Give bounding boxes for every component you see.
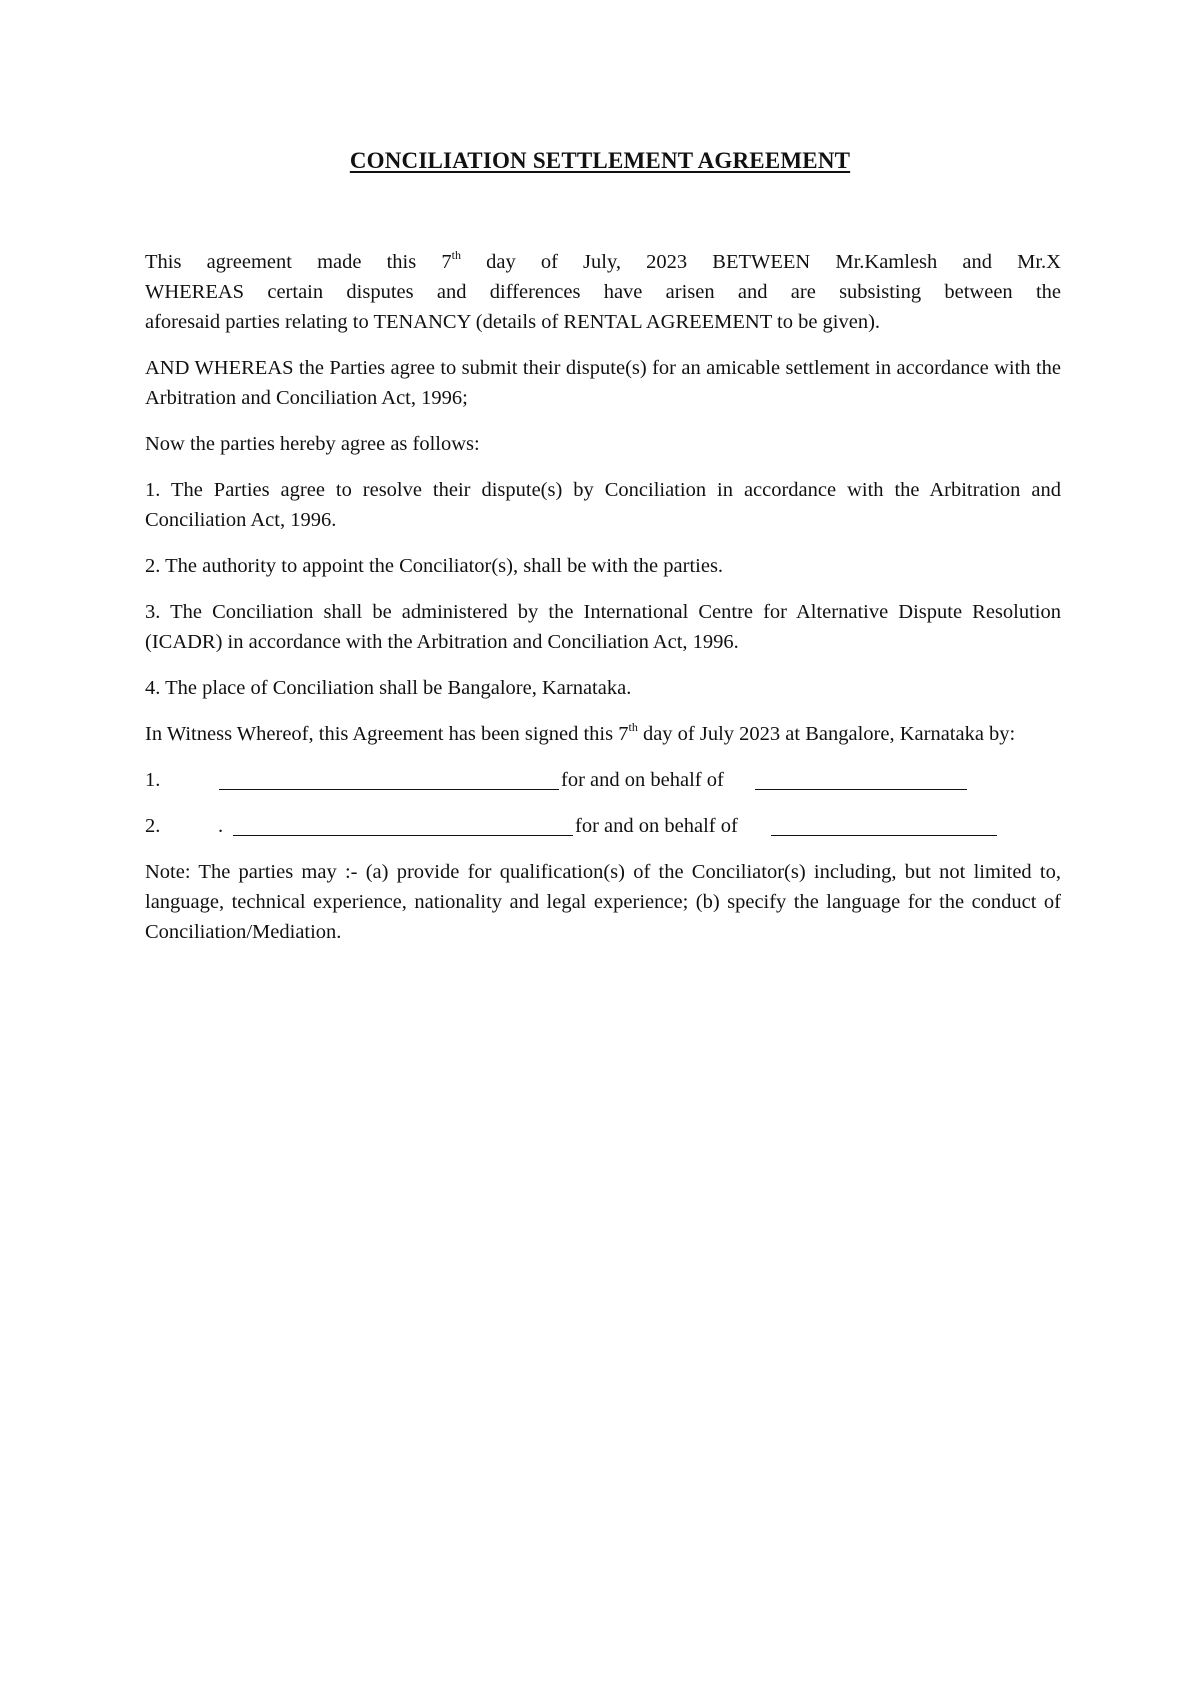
signature-line-1	[145, 765, 1061, 795]
intro-text-2: day of July, 2023 BETWEEN Mr.Kamlesh and Mr.X	[460, 251, 1061, 273]
behalf-label: for and on behalf of	[575, 815, 738, 837]
intro-line-1	[145, 247, 1061, 277]
witness-superscript: th	[628, 720, 638, 734]
now-agree-paragraph: Now the parties hereby agree as follows:	[145, 433, 480, 455]
signature-blank[interactable]	[219, 765, 559, 790]
witness-text-2: day of July 2023 at Bangalore, Karnataka by:	[637, 723, 1016, 745]
intro-line-3: aforesaid parties relating to TENANCY (details of RENTAL AGREEMENT to be given).	[145, 311, 881, 333]
behalf-label: for and on behalf of	[561, 769, 724, 791]
note-paragraph: Note: The parties may :- (a) provide for qualification(s) of the Conciliator(s) including, but not limited to, language, technical experience, nationality and legal experience; (b) specify the language for the conduct of Conciliation/Mediation.	[145, 861, 1061, 943]
intro-paragraph	[145, 247, 1061, 337]
signature-number: 2.	[145, 815, 161, 837]
document-title: CONCILIATION SETTLEMENT AGREEMENT	[349, 148, 851, 173]
document-body	[145, 247, 1061, 963]
and-whereas-paragraph: AND WHEREAS the Parties agree to submit their dispute(s) for an amicable settlement in accordance with the Arbitration and Conciliation Act, 1996;	[145, 357, 1061, 409]
witness-text-1: In Witness Whereof, this Agreement has been signed this 7	[145, 723, 629, 745]
clause-1: 1. The Parties agree to resolve their dispute(s) by Conciliation in accordance with the Arbitration and Conciliation Act, 1996.	[145, 479, 1061, 531]
signature-prefix: .	[218, 815, 224, 837]
witness-paragraph	[145, 719, 1061, 749]
behalf-blank[interactable]	[771, 811, 997, 836]
signature-blank[interactable]	[233, 811, 573, 836]
clause-4: 4. The place of Conciliation shall be Bangalore, Karnataka.	[145, 677, 632, 699]
signature-number: 1.	[145, 769, 161, 791]
intro-line-2: WHEREAS certain disputes and differences have arisen and are subsisting between the	[145, 281, 1061, 303]
signature-line-2	[145, 811, 1061, 841]
intro-text-1: This agreement made this 7	[145, 251, 452, 273]
clause-2: 2. The authority to appoint the Conciliator(s), shall be with the parties.	[145, 555, 724, 577]
intro-superscript: th	[451, 248, 461, 262]
clause-3: 3. The Conciliation shall be administered by the International Centre for Alternative Dispute Resolution (ICADR) in accordance with the Arbitration and Conciliation Act, 1996.	[145, 601, 1061, 653]
behalf-blank[interactable]	[755, 765, 967, 790]
